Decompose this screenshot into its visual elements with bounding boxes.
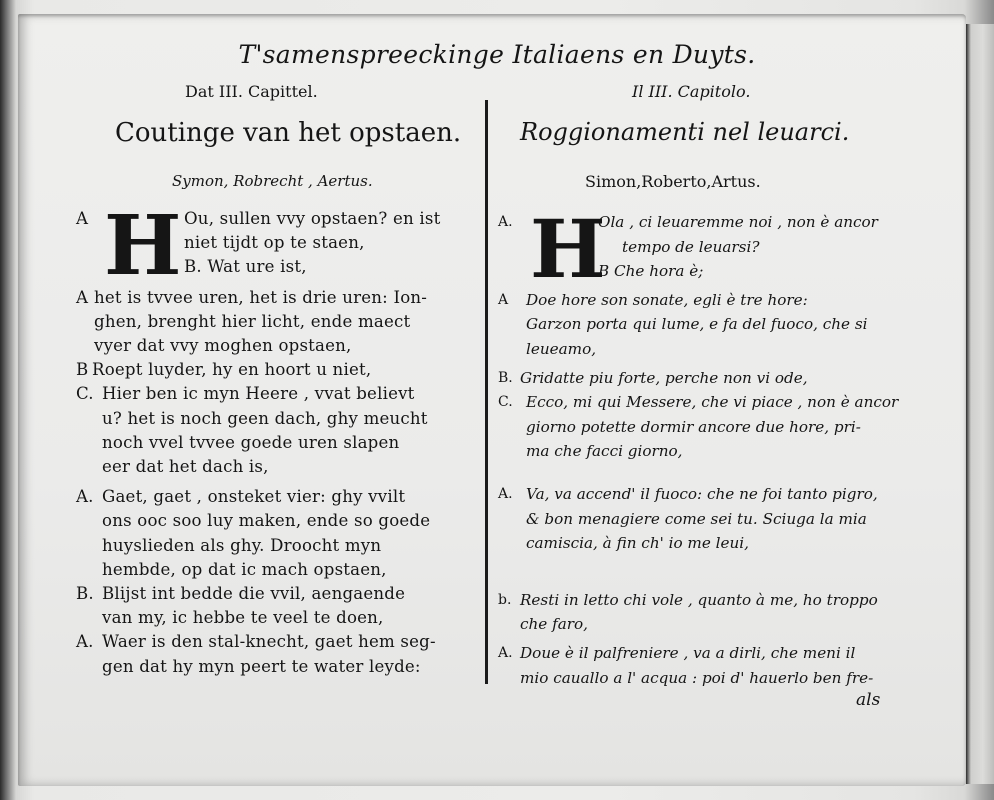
- text-line: Hier ben ic myn Heere , vvat believt: [102, 384, 415, 404]
- text-line: ghen, brenght hier licht, ende maect: [94, 311, 411, 331]
- text-line: ons ooc soo luy maken, ende so goede: [102, 511, 431, 531]
- speaker-tag: A.: [498, 644, 513, 661]
- dialogue-paragraph: [498, 588, 908, 637]
- text-line: Ou, sullen vvy opstaen? en ist: [184, 209, 441, 228]
- text-line: Doe hore son sonate, egli è tre hore:: [526, 290, 808, 309]
- text-line: Resti in letto chi vole , quanto à me, ho troppo: [520, 590, 878, 609]
- speaker-tag: B.: [498, 369, 513, 386]
- text-line: che faro,: [520, 615, 589, 634]
- speaker-tag: A.: [76, 632, 94, 652]
- text-line: noch vvel tvvee goede uren slapen: [102, 432, 400, 452]
- dialogue-paragraph: [76, 485, 478, 582]
- speaker-tag: A: [76, 209, 89, 228]
- text-line: B Che hora è;: [598, 262, 704, 281]
- text-line: camiscia, à fin ch' io me leui,: [526, 534, 749, 553]
- text-line: huyslieden als ghy. Droocht myn: [102, 535, 382, 555]
- drop-cap: H: [530, 202, 606, 296]
- speaker-tag: A: [498, 291, 509, 308]
- text-line: Ecco, mi qui Messere, che vi piace , non è ancor: [526, 393, 899, 412]
- dialogue-paragraph: [76, 582, 478, 630]
- dialogue-paragraph: [76, 286, 478, 359]
- speaker-tag: B: [76, 360, 89, 380]
- dialogue-paragraph: [498, 641, 908, 690]
- speaker-tag: C.: [498, 394, 513, 411]
- text-line: niet tijdt op te staen,: [184, 233, 365, 253]
- running-title: T'samenspreeckinge Italiaens en Duyts.: [238, 40, 756, 69]
- text-line: ma che facci giorno,: [526, 442, 683, 461]
- text-line: Waer is den stal-knecht, gaet hem seg-: [102, 632, 436, 652]
- text-line: Va, va accend' il fuoco: che ne foi tanto pigro,: [526, 484, 878, 503]
- column-divider: [485, 100, 488, 684]
- speakers-dutch: Symon, Robrecht , Aertus.: [172, 172, 373, 190]
- dialogue-paragraph: [498, 482, 908, 556]
- chapter-dutch: Dat III. Capittel.: [185, 82, 318, 101]
- heading-dutch: Coutinge van het opstaen.: [115, 118, 462, 148]
- text-line: hembde, op dat ic mach opstaen,: [102, 559, 387, 579]
- text-line: Roept luyder, hy en hoort u niet,: [92, 360, 372, 380]
- text-line: van my, ic hebbe te veel te doen,: [102, 608, 384, 628]
- text-line: Garzon porta qui lume, e fa del fuoco, che si: [526, 315, 868, 334]
- speaker-tag: B.: [76, 584, 94, 604]
- text-line: B. Wat ure ist,: [184, 257, 307, 277]
- text-line: leueamo,: [526, 339, 597, 358]
- dialogue-paragraph: [498, 202, 908, 296]
- speaker-tag: A: [76, 287, 89, 307]
- text-line: vyer dat vvy moghen opstaen,: [94, 336, 352, 356]
- drop-cap: H: [104, 198, 182, 294]
- italian-column: [498, 202, 908, 690]
- dialogue-paragraph: [76, 382, 478, 479]
- dialogue-paragraph: [498, 288, 908, 362]
- dutch-column: [76, 198, 478, 679]
- heading-italian: Roggionamenti nel leuarci.: [520, 118, 850, 146]
- chapter-italian: Il III. Capitolo.: [632, 82, 751, 101]
- text-line: het is tvvee uren, het is drie uren: Ion-: [94, 287, 428, 307]
- text-line: Gaet, gaet , onsteket vier: ghy vvilt: [102, 487, 406, 507]
- speaker-tag: C.: [76, 384, 94, 404]
- text-line: giorno potette dormir ancore due hore, pri-: [526, 417, 861, 436]
- text-line: & bon menagiere come sei tu. Sciuga la mia: [526, 509, 867, 528]
- text-line: Gridatte piu forte, perche non vi ode,: [520, 368, 808, 387]
- dialogue-paragraph: [76, 198, 478, 294]
- text-line: mio cauallo a l' acqua : poi d' hauerlo ben fre-: [520, 668, 874, 687]
- speaker-tag: b.: [498, 591, 512, 608]
- dialogue-paragraph: [76, 630, 478, 678]
- speaker-tag: A.: [76, 487, 94, 507]
- text-line: Doue è il palfreniere , va a dirli, che meni il: [520, 643, 856, 662]
- text-line: gen dat hy myn peert te water leyde:: [102, 656, 421, 676]
- dialogue-paragraph: [76, 358, 478, 382]
- catchword: als: [856, 690, 881, 710]
- speakers-italian: Simon,Roberto,Artus.: [585, 172, 761, 191]
- dialogue-paragraph: [498, 390, 908, 464]
- dialogue-paragraph: [498, 366, 908, 391]
- text-line: eer dat het dach is,: [102, 457, 269, 477]
- text-line: Ola , ci leuaremme noi , non è ancor: [598, 213, 878, 231]
- text-line: u? het is noch geen dach, ghy meucht: [102, 408, 428, 428]
- speaker-tag: A.: [498, 485, 513, 502]
- next-page-edge: [966, 24, 994, 784]
- speaker-tag: A.: [498, 214, 513, 230]
- text-line: Blijst int bedde die vvil, aengaende: [102, 584, 406, 604]
- text-line: tempo de leuarsi?: [622, 237, 760, 256]
